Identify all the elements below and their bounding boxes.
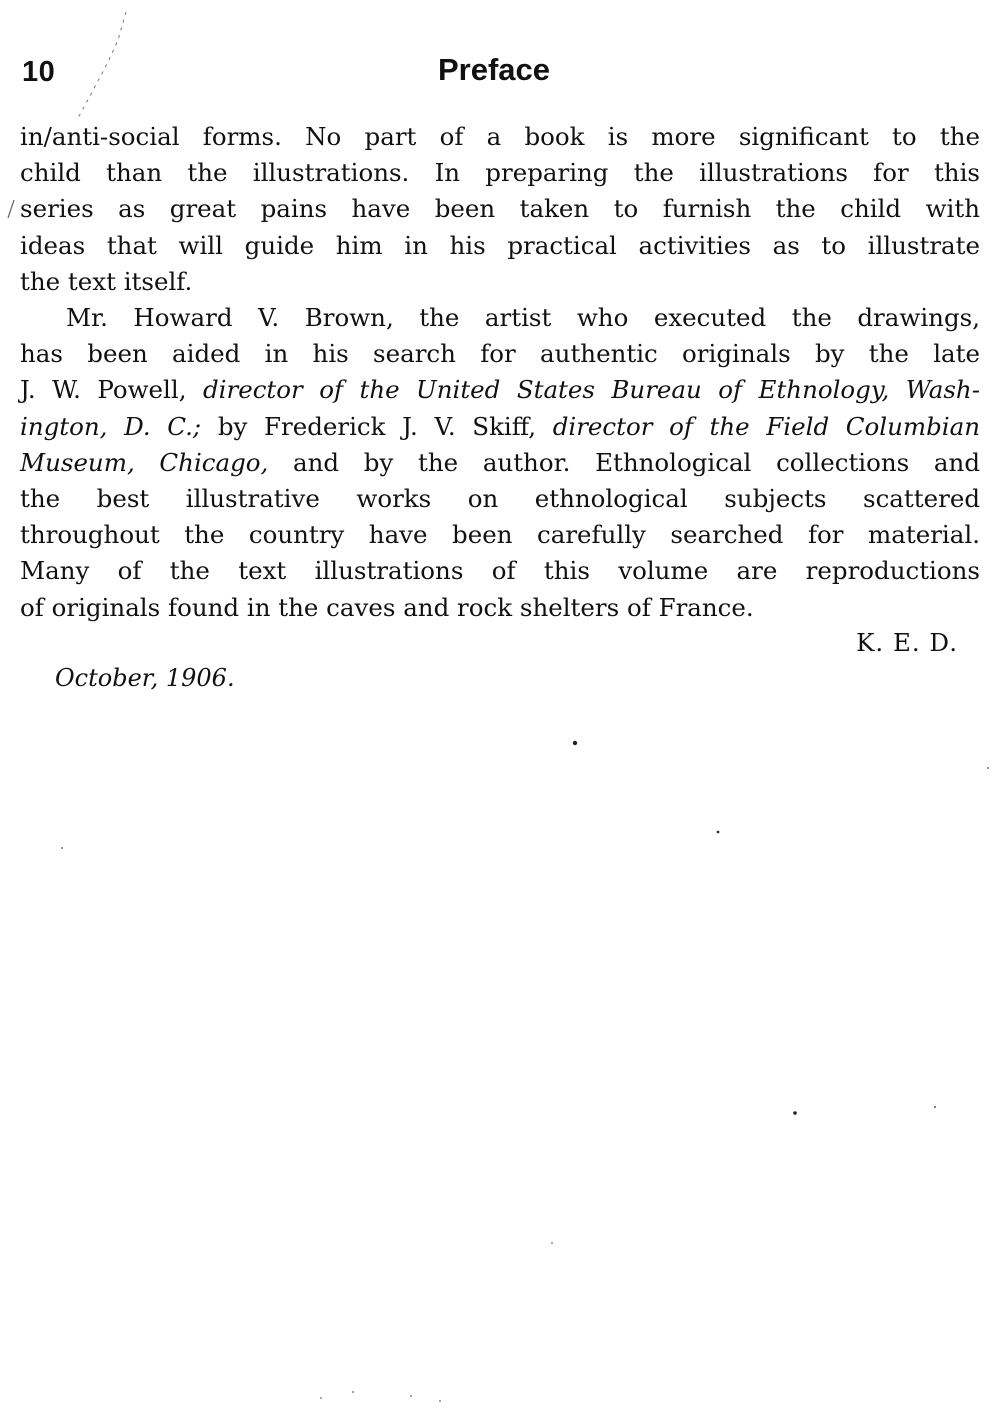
italic-run: director of the United States Bureau of Ethnology, Wash- — [202, 375, 980, 405]
scan-speck — [352, 1391, 354, 1393]
italic-run: director of the Field Columbian — [552, 411, 981, 441]
scan-speck — [410, 1395, 412, 1397]
scan-speck — [793, 1111, 797, 1115]
scan-speck — [439, 1400, 441, 1402]
scan-stroke — [78, 12, 126, 118]
text-line: Mr. Howard V. Brown, the artist who executed the drawings, — [66, 303, 980, 333]
text-line: the text itself. — [20, 266, 193, 296]
text-run: J. W. Powell, — [20, 375, 203, 405]
signature-initials: K. E. D. — [856, 628, 958, 657]
text-line: child than the illustrations. In preparing the illustrations for this — [20, 158, 980, 188]
text-line: has been aided in his search for authentic originals by the late — [20, 339, 980, 369]
text-line: of originals found in the caves and rock shelters of France. — [20, 592, 754, 622]
scan-speck — [934, 1106, 936, 1108]
text-run: and by the author. Ethnological collections and — [268, 447, 980, 477]
running-head: Preface — [438, 52, 551, 87]
text-line: series as great pains have been taken to furnish the child with — [20, 194, 980, 224]
scan-speck — [717, 831, 720, 834]
scan-speck — [551, 1242, 553, 1244]
text-line: ideas that will guide him in his practical activities as to illustrate — [20, 230, 980, 260]
text-line: throughout the country have been carefully searched for material. — [20, 520, 980, 550]
text-line: Many of the text illustrations of this volume are reproductions — [20, 556, 980, 586]
italic-run: Museum, Chicago, — [20, 447, 269, 477]
date-line: October, 1906. — [55, 664, 235, 692]
italic-run: ington, D. C.; — [20, 411, 202, 441]
scan-speck — [320, 1397, 322, 1399]
text-run: by Frederick J. V. Skiff, — [201, 411, 553, 441]
text-line: in/anti-social forms. No part of a book is more significant to the — [20, 122, 980, 151]
scan-speck — [573, 741, 577, 745]
page-number: 10 — [22, 56, 56, 88]
scan-speck — [987, 767, 989, 769]
scan-stroke — [8, 200, 14, 218]
scan-speck — [61, 847, 63, 849]
text-line: the best illustrative works on ethnological subjects scattered — [20, 484, 980, 514]
